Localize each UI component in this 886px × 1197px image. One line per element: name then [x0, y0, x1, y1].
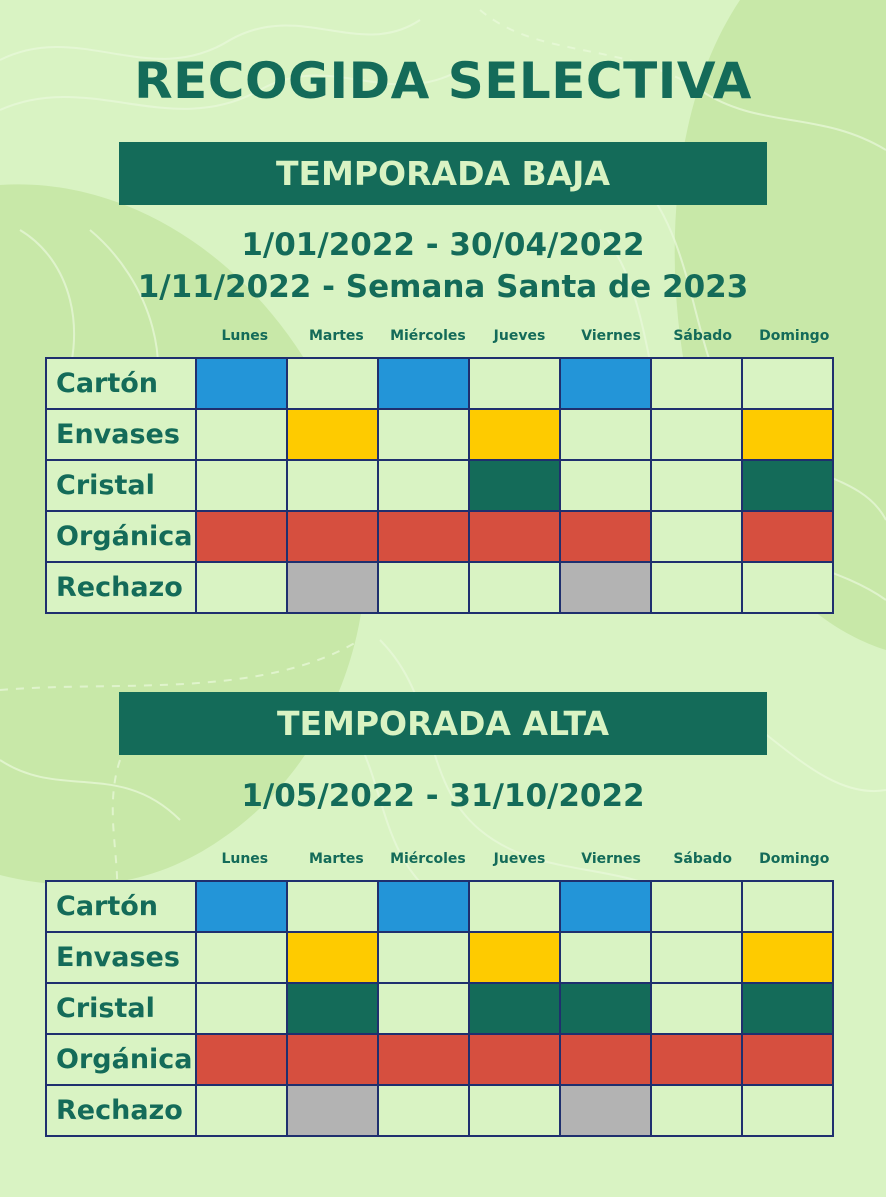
season-dates-baja [0, 224, 886, 308]
collection-day-cell [196, 511, 287, 562]
collection-day-cell [287, 511, 378, 562]
waste-type-label: Envases [46, 932, 196, 983]
empty-day-cell [560, 460, 651, 511]
collection-day-cell [742, 409, 833, 460]
empty-day-cell [651, 409, 742, 460]
empty-day-cell [287, 881, 378, 932]
empty-day-cell [378, 1085, 469, 1136]
empty-day-cell [651, 562, 742, 613]
collection-day-cell [287, 932, 378, 983]
collection-day-cell [560, 511, 651, 562]
empty-day-cell [196, 1085, 287, 1136]
empty-day-cell [651, 983, 742, 1034]
schedule-row [46, 983, 833, 1034]
empty-day-cell [378, 562, 469, 613]
schedule-table-alta [45, 880, 834, 1137]
collection-day-cell [742, 983, 833, 1034]
weekday-label: Jueves [493, 328, 546, 344]
empty-day-cell [651, 1085, 742, 1136]
empty-day-cell [469, 358, 560, 409]
weekday-header [199, 328, 840, 348]
collection-day-cell [469, 460, 560, 511]
collection-day-cell [742, 932, 833, 983]
schedule-row [46, 881, 833, 932]
empty-day-cell [469, 881, 560, 932]
schedule-row [46, 562, 833, 613]
collection-day-cell [651, 1034, 742, 1085]
collection-day-cell [196, 358, 287, 409]
collection-day-cell [378, 358, 469, 409]
empty-day-cell [742, 1085, 833, 1136]
weekday-label: Martes [308, 851, 364, 867]
empty-day-cell [469, 1085, 560, 1136]
schedule-row [46, 358, 833, 409]
weekday-label: Martes [308, 328, 364, 344]
weekday-label: Miércoles [390, 851, 466, 867]
empty-day-cell [469, 562, 560, 613]
weekday-label: Lunes [221, 328, 269, 344]
season-banner-baja: TEMPORADA BAJA [119, 142, 767, 205]
season-banner-alta: TEMPORADA ALTA [119, 692, 767, 755]
empty-day-cell [742, 881, 833, 932]
collection-day-cell [287, 983, 378, 1034]
collection-day-cell [378, 511, 469, 562]
collection-day-cell [742, 1034, 833, 1085]
weekday-label: Sábado [673, 328, 732, 344]
page-title: RECOGIDA SELECTIVA [134, 52, 752, 110]
collection-day-cell [560, 358, 651, 409]
weekday-label: Viernes [581, 328, 641, 344]
schedule-row [46, 932, 833, 983]
collection-day-cell [287, 1085, 378, 1136]
waste-type-label: Orgánica [46, 1034, 196, 1085]
waste-type-label: Rechazo [46, 1085, 196, 1136]
empty-day-cell [196, 409, 287, 460]
collection-day-cell [560, 881, 651, 932]
collection-day-cell [196, 1034, 287, 1085]
date-line: 1/05/2022 - 31/10/2022 [241, 778, 645, 814]
date-line: 1/11/2022 - Semana Santa de 2023 [137, 269, 749, 305]
schedule-row [46, 1034, 833, 1085]
empty-day-cell [742, 562, 833, 613]
empty-day-cell [651, 511, 742, 562]
schedule-row [46, 511, 833, 562]
collection-day-cell [742, 460, 833, 511]
empty-day-cell [378, 932, 469, 983]
weekday-label: Domingo [759, 851, 830, 867]
date-line: 1/01/2022 - 30/04/2022 [241, 227, 645, 263]
empty-day-cell [196, 932, 287, 983]
empty-day-cell [287, 358, 378, 409]
waste-type-label: Cartón [46, 358, 196, 409]
weekday-label: Sábado [673, 851, 732, 867]
schedule-row [46, 1085, 833, 1136]
waste-type-label: Envases [46, 409, 196, 460]
collection-day-cell [378, 1034, 469, 1085]
collection-day-cell [560, 983, 651, 1034]
empty-day-cell [287, 460, 378, 511]
collection-day-cell [196, 881, 287, 932]
collection-day-cell [742, 511, 833, 562]
collection-day-cell [469, 511, 560, 562]
collection-day-cell [469, 1034, 560, 1085]
collection-day-cell [560, 1034, 651, 1085]
empty-day-cell [196, 562, 287, 613]
collection-day-cell [469, 409, 560, 460]
waste-type-label: Cristal [46, 460, 196, 511]
empty-day-cell [742, 358, 833, 409]
collection-day-cell [469, 932, 560, 983]
waste-type-label: Cristal [46, 983, 196, 1034]
schedule-table-baja [45, 357, 834, 614]
weekday-label: Viernes [581, 851, 641, 867]
empty-day-cell [378, 460, 469, 511]
empty-day-cell [196, 460, 287, 511]
empty-day-cell [196, 983, 287, 1034]
collection-day-cell [287, 562, 378, 613]
weekday-label: Miércoles [390, 328, 466, 344]
collection-day-cell [378, 881, 469, 932]
schedule-row [46, 460, 833, 511]
empty-day-cell [378, 409, 469, 460]
empty-day-cell [560, 409, 651, 460]
weekday-label: Domingo [759, 328, 830, 344]
waste-type-label: Cartón [46, 881, 196, 932]
collection-day-cell [560, 1085, 651, 1136]
collection-day-cell [287, 1034, 378, 1085]
empty-day-cell [651, 460, 742, 511]
waste-type-label: Orgánica [46, 511, 196, 562]
empty-day-cell [378, 983, 469, 1034]
waste-type-label: Rechazo [46, 562, 196, 613]
empty-day-cell [560, 932, 651, 983]
weekday-label: Jueves [493, 851, 546, 867]
season-dates-alta [0, 775, 886, 817]
empty-day-cell [651, 358, 742, 409]
empty-day-cell [651, 881, 742, 932]
weekday-label: Lunes [221, 851, 269, 867]
weekday-header [199, 851, 840, 871]
schedule-row [46, 409, 833, 460]
collection-day-cell [287, 409, 378, 460]
collection-day-cell [469, 983, 560, 1034]
empty-day-cell [651, 932, 742, 983]
collection-day-cell [560, 562, 651, 613]
